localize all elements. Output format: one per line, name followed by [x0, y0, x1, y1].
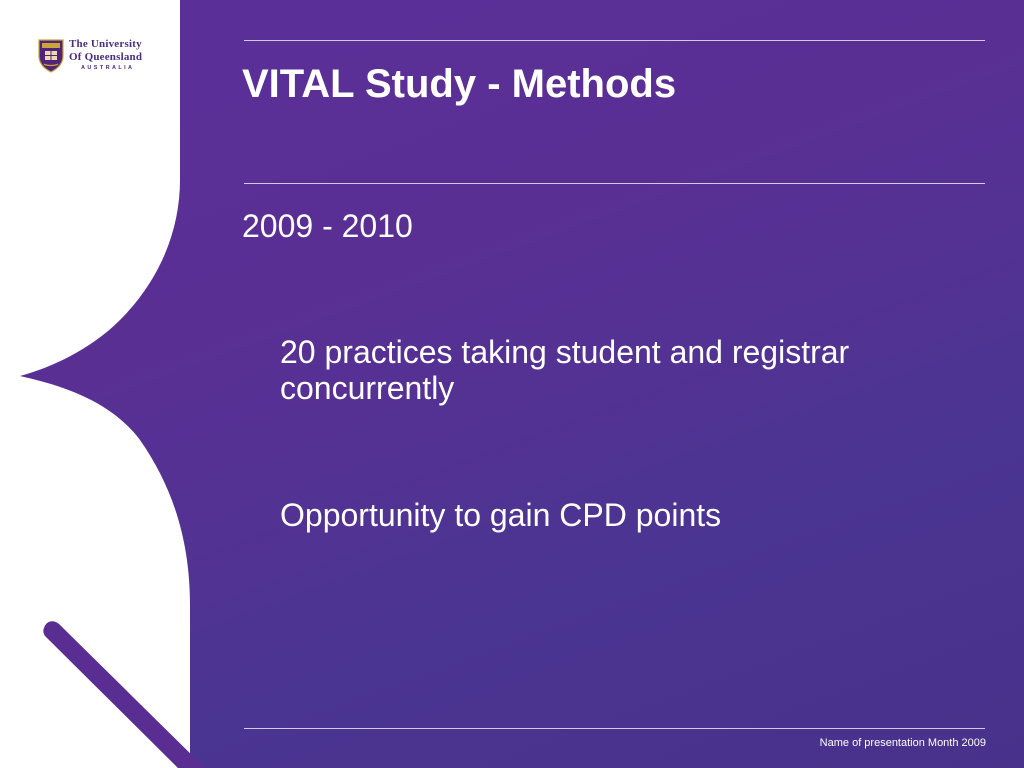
- logo-text: [69, 39, 142, 72]
- university-crest-icon: [36, 38, 66, 74]
- logo-line-2: Of Queensland: [69, 51, 143, 63]
- logo-line-1: The University: [69, 38, 142, 50]
- title-divider: [244, 183, 985, 184]
- top-divider: [244, 40, 985, 41]
- slide-subtitle: 2009 - 2010: [242, 208, 413, 244]
- logo-line-3: AUSTRALIA: [81, 65, 135, 71]
- university-logo: [36, 38, 176, 78]
- slide-title: VITAL Study - Methods: [242, 62, 677, 106]
- footer-divider: [244, 728, 985, 729]
- bullet-item: Opportunity to gain CPD points: [280, 497, 722, 533]
- footer-text: Name of presentation Month 2009: [819, 737, 986, 749]
- bullet-item: 20 practices taking student and registrar concurrently: [280, 334, 850, 406]
